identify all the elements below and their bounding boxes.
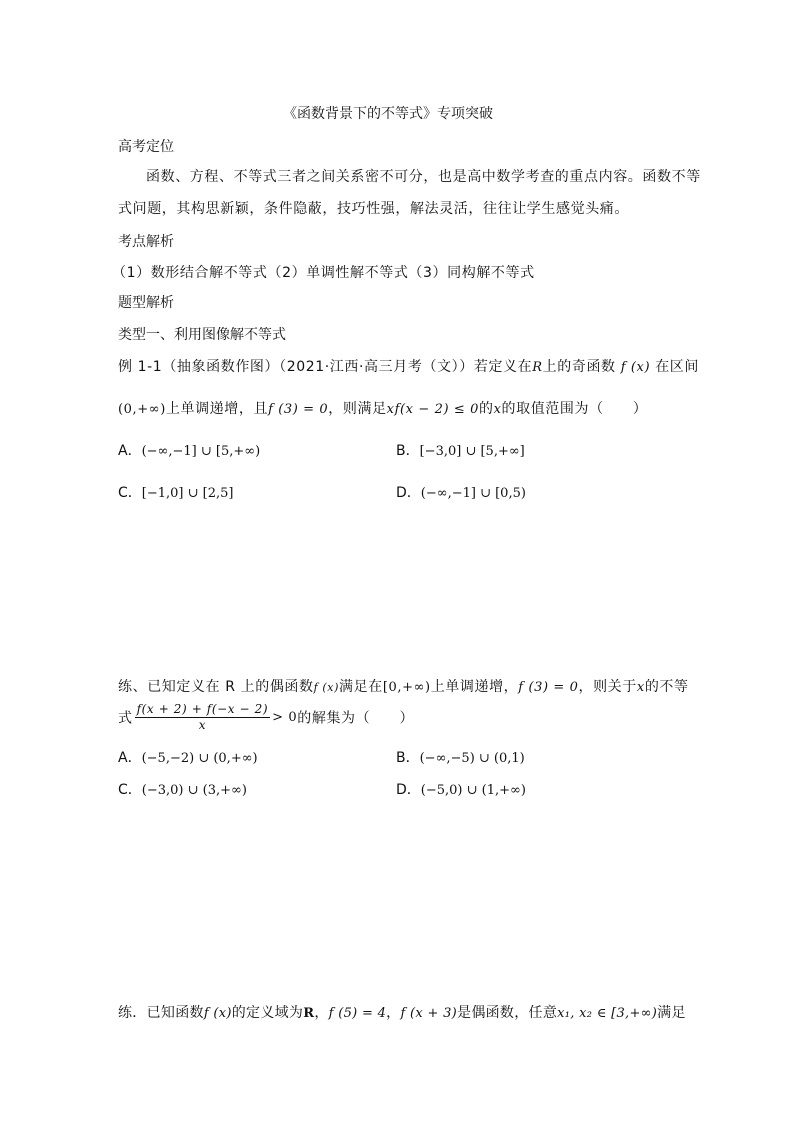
text-fragment: 满足在 [339, 679, 383, 695]
fraction-numerator: f(x + 2) + f(−x − 2) [136, 702, 269, 716]
practice1-option-b[interactable] [396, 747, 525, 767]
math-f5: f (5) = 4 [328, 1006, 387, 1021]
math-R: R [532, 360, 543, 375]
intro-paragraph-line-2: 式问题，其构思新颖，条件隐蔽，技巧性强，解法灵活，往往让学生感觉头痛。 [118, 201, 629, 217]
option-value: (−5,0) ∪ (1,+∞) [420, 783, 526, 798]
example1-option-a[interactable] [118, 440, 260, 460]
math-f3: f (3) = 0 [518, 680, 579, 695]
math-x: x [493, 402, 502, 417]
fraction-denominator: x [198, 718, 207, 732]
option-label: D． [396, 485, 421, 501]
option-value: (−∞,−5) ∪ (0,1) [419, 751, 525, 766]
example1-mid: 上的奇函数 [542, 359, 616, 375]
practice1-option-a[interactable] [118, 747, 258, 767]
intro-paragraph-line-1: 函数、方程、不等式三者之间关系密不可分，也是高中数学考查的重点内容。函数不等 [146, 169, 701, 185]
page-title: 《函数背景下的不等式》专项突破 [283, 106, 493, 122]
text-fragment: 练、已知定义在 R 上的偶函数 [118, 679, 314, 695]
text-fragment: ， [314, 1005, 329, 1021]
option-value: [−1,0] ∪ [2,5] [141, 486, 234, 501]
practice1-line-1 [118, 676, 689, 696]
text-fragment: 上单调递增，且 [165, 401, 269, 417]
example1-option-b[interactable] [396, 440, 525, 460]
option-label: B． [396, 750, 420, 766]
example1-line-1 [118, 356, 699, 376]
math-gt-zero: > 0 [272, 710, 298, 725]
practice1-option-c[interactable] [118, 779, 247, 799]
practice1-line-2 [118, 702, 414, 733]
section-heading-kaodian: 考点解析 [118, 234, 174, 250]
option-label: C． [118, 782, 142, 798]
option-label: C． [118, 485, 142, 501]
option-label: B． [396, 443, 420, 459]
text-fragment: 式 [118, 710, 133, 727]
option-value: (−3,0) ∪ (3,+∞) [141, 783, 247, 798]
option-label: D． [396, 782, 421, 798]
practice1-option-d[interactable] [396, 779, 526, 799]
type1-heading: 类型一、利用图像解不等式 [118, 327, 286, 343]
math-R-bold: R [303, 1006, 315, 1021]
math-x: x [636, 680, 645, 695]
option-value: (−5,−2) ∪ (0,+∞) [141, 751, 258, 766]
option-value: (−∞,−1] ∪ [0,5) [420, 486, 526, 501]
text-fragment: 的取值范围为（ ） [501, 401, 648, 417]
math-fx-plus-3: f (x + 3) [400, 1006, 458, 1021]
text-fragment: 的定义域为 [231, 1005, 304, 1021]
section-heading-gaokao: 高考定位 [118, 139, 174, 155]
example1-prefix: 例 1-1（抽象函数作图）（2021·江西·高三月考（文））若定义在 [118, 359, 533, 375]
text-fragment: ，则满足 [328, 401, 387, 417]
text-fragment: 的 [478, 401, 494, 417]
math-interval: (0,+∞) [118, 402, 166, 417]
option-value: [−3,0] ∪ [5,+∞] [419, 444, 525, 459]
text-fragment: 是偶函数，任意 [457, 1005, 558, 1021]
text-fragment: 满足 [657, 1005, 686, 1021]
fraction [135, 702, 271, 733]
example1-suffix: 在区间 [655, 359, 699, 375]
math-fx: f (x) [313, 681, 339, 694]
option-label: A． [118, 750, 142, 766]
option-label: A． [118, 443, 142, 459]
text-fragment: 的解集为（ ） [297, 710, 415, 727]
option-value: (−∞,−1] ∪ [5,+∞) [141, 444, 261, 459]
math-x1-x2: x₁, x₂ ∈ [3,+∞) [557, 1006, 658, 1021]
text-fragment: 上单调递增， [430, 679, 519, 695]
practice2-line-1 [118, 1002, 686, 1022]
math-interval: [0,+∞) [382, 680, 431, 695]
math-inequality: xf(x − 2) ≤ 0 [386, 402, 479, 417]
math-fx: f (x) [203, 1006, 232, 1021]
text-fragment: 的不等 [644, 679, 689, 695]
text-fragment: 练．已知函数 [118, 1005, 204, 1021]
text-fragment: ， [386, 1005, 401, 1021]
text-fragment: ，则关于 [578, 679, 637, 695]
example1-option-d[interactable] [396, 482, 526, 502]
section-heading-tixing: 题型解析 [118, 295, 174, 311]
kaodian-list: （1）数形结合解不等式（2）单调性解不等式（3）同构解不等式 [112, 265, 535, 281]
example1-option-c[interactable] [118, 482, 233, 502]
math-fx: f (x) [620, 360, 651, 375]
example1-line-2 [118, 398, 648, 418]
math-f3: f (3) = 0 [268, 402, 329, 417]
